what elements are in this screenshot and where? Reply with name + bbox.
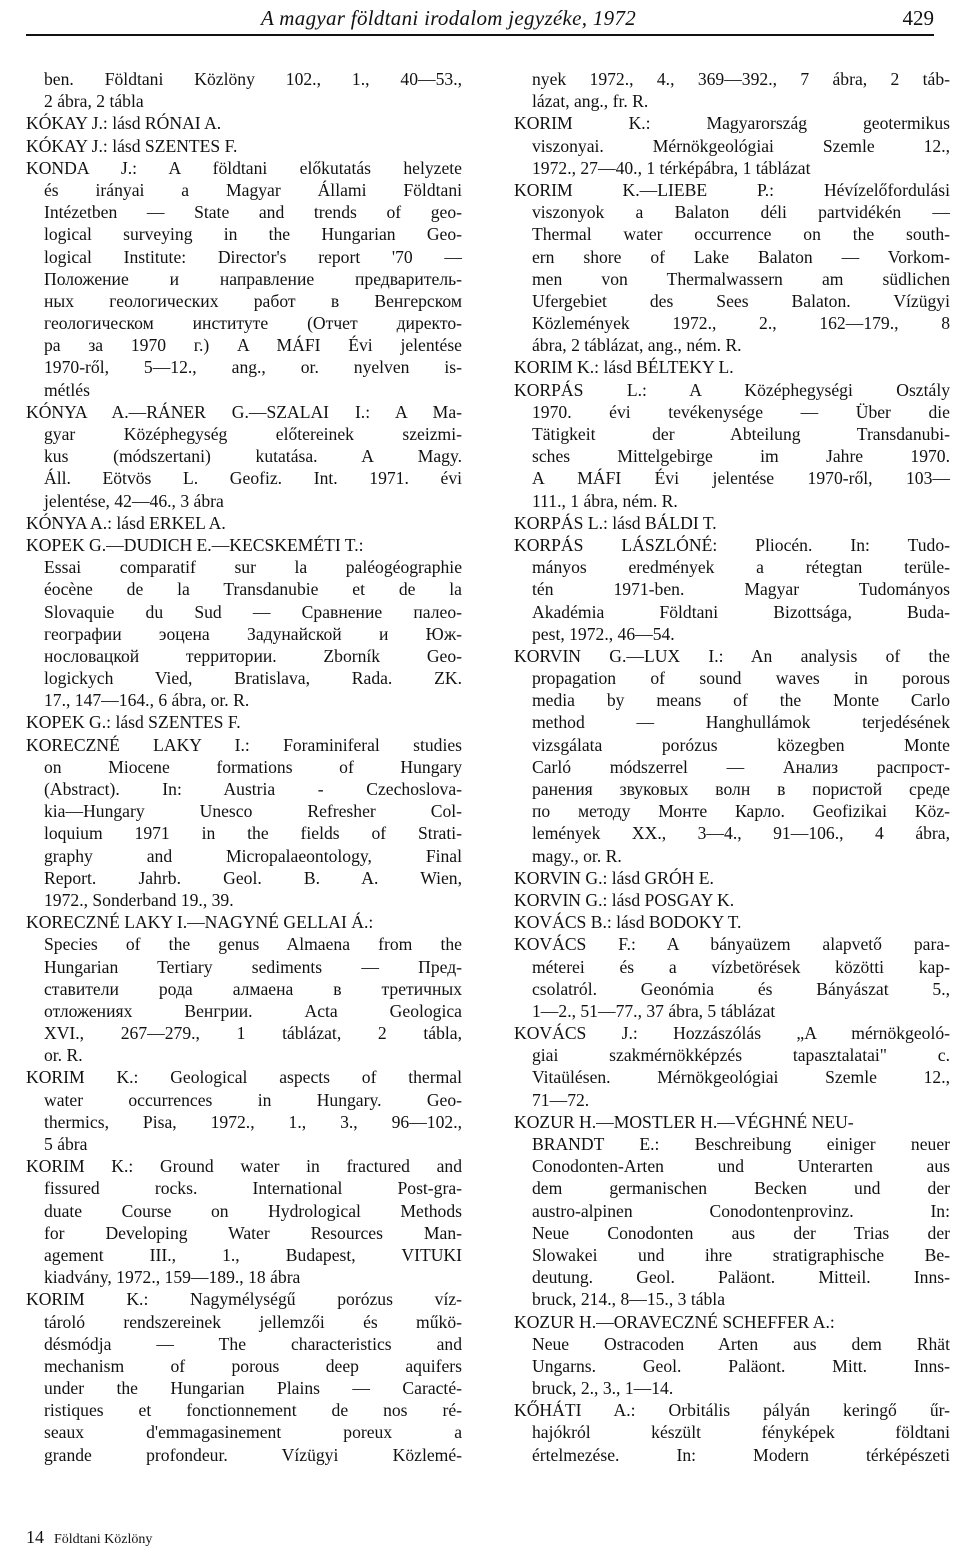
bibliography-line: Neue Conodonten aus der Trias der xyxy=(532,1222,950,1243)
bibliography-line: logical surveying in the Hungarian Geo- xyxy=(44,224,462,245)
bibliography-line: нословацкой территории. Zborník Geo- xyxy=(44,645,462,666)
bibliography-line: magy., or. R. xyxy=(532,845,622,866)
bibliography-line: graphy and Micropalaeontology, Final xyxy=(44,845,462,866)
bibliography-line: hajókról készült fényképek földtani xyxy=(532,1422,950,1443)
bibliography-line: KORIM K.: Geological aspects of thermal xyxy=(26,1067,462,1088)
bibliography-line: Report. Jahrb. Geol. B. A. Wien, xyxy=(44,867,462,888)
bibliography-line: agement III., 1., Budapest, VITUKI xyxy=(44,1244,462,1265)
bibliography-line: thermics, Pisa, 1972., 1., 3., 96—102., xyxy=(44,1111,462,1132)
bibliography-line: bruck, 214., 8—15., 3 tábla xyxy=(532,1289,726,1310)
bibliography-line: lemények XX., 3—4., 91—106., 4 ábra, xyxy=(532,823,950,844)
signature-text: Földtani Közlöny xyxy=(54,1532,153,1547)
bibliography-line: ранения звуковых волн в пористой среде xyxy=(532,779,950,799)
bibliography-line: (Abstract). In: Austria - Czechoslova- xyxy=(44,779,462,799)
right-column xyxy=(514,68,950,1466)
running-header xyxy=(26,4,934,36)
bibliography-line: KÓNYA A.—RÁNER G.—SZALAI I.: A Ma- xyxy=(26,401,462,422)
bibliography-line: KOZUR H.—ORAVECZNÉ SCHEFFER A.: xyxy=(514,1311,835,1332)
bibliography-line: KÓKAY J.: lásd RÓNAI A. xyxy=(26,113,222,134)
bibliography-line: Tätigkeit der Abteilung Transdanubi- xyxy=(532,424,950,444)
bibliography-line: métlés xyxy=(44,379,90,400)
bibliography-line: tároló rendszereinek jellemzői és műkö- xyxy=(44,1311,462,1332)
bibliography-line: KORPÁS L.: lásd BÁLDI T. xyxy=(514,512,717,533)
bibliography-line: KORECZNÉ LAKY I.—NAGYNÉ GELLAI Á.: xyxy=(26,912,374,933)
bibliography-line: méterei és a vízbetörések közötti kap- xyxy=(532,956,950,977)
bibliography-line: KOZUR H.—MOSTLER H.—VÉGHNÉ NEU- xyxy=(514,1111,854,1132)
bibliography-line: mechanism of porous deep aquifers xyxy=(44,1355,462,1376)
bibliography-line: dem germanischen Becken und der xyxy=(532,1178,950,1199)
bibliography-line: KORPÁS LÁSZLÓNÉ: Pliocén. In: Tudo- xyxy=(514,534,950,555)
bibliography-line: Thermal water occurrence on the south- xyxy=(532,224,950,245)
bibliography-line: gyar Középhegység előtereinek szeizmi- xyxy=(44,424,462,444)
bibliography-line: KORVIN G.—LUX I.: An analysis of the xyxy=(514,645,950,666)
bibliography-line: giai szakmérnökképzés tapasztalatai" c. xyxy=(532,1045,950,1066)
bibliography-line: loquium 1971 in the fields of Strati- xyxy=(44,823,462,844)
bibliography-line: XVI., 267—279., 1 táblázat, 2 tábla, xyxy=(44,1023,462,1044)
bibliography-line: kia—Hungary Unesco Refresher Col- xyxy=(44,801,462,822)
bibliography-line: KORIM K.: Ground water in fractured and xyxy=(26,1156,462,1177)
bibliography-line: ristiques et fonctionnement de nos ré- xyxy=(44,1400,462,1421)
bibliography-line: KORIM K.: Magyarország geotermikus xyxy=(514,113,950,134)
bibliography-line: 2 ábra, 2 tábla xyxy=(44,91,144,112)
bibliography-line: on Miocene formations of Hungary xyxy=(44,756,462,777)
bibliography-line: for Developing Water Resources Man- xyxy=(44,1222,462,1243)
bibliography-line: Slowakei und ihre stratigraphische Be- xyxy=(532,1244,950,1265)
bibliography-line: Hungarian Tertiary sediments — Пред- xyxy=(44,956,462,977)
bibliography-line: Carló módszerrel — Анализ распрост- xyxy=(532,756,950,777)
bibliography-line: KORPÁS L.: A Középhegységi Osztály xyxy=(514,379,950,400)
bibliography-line: 5 ábra xyxy=(44,1134,88,1154)
bibliography-line: KÓNYA A.: lásd ERKEL A. xyxy=(26,512,226,533)
bibliography-line: отложениях Венгрии. Acta Geologica xyxy=(44,1000,462,1021)
bibliography-line: 1970-ről, 5—12., ang., or. nyelven is- xyxy=(44,357,462,378)
bibliography-line: viszonyok a Balaton déli partvidékén — xyxy=(532,202,950,223)
bibliography-line: nyek 1972., 4., 369—392., 7 ábra, 2 táb- xyxy=(532,69,950,89)
bibliography-line: Ufergebiet des Sees Balaton. Vízügyi xyxy=(532,290,950,311)
bibliography-line: fissured rocks. International Post-gra- xyxy=(44,1178,462,1199)
bibliography-line: Közlemények 1972., 2., 162—179., 8 xyxy=(532,313,950,334)
bibliography-line: KORIM K.: Nagymélységű porózus víz- xyxy=(26,1289,462,1310)
bibliography-line: bruck, 2., 3., 1—14. xyxy=(532,1378,674,1399)
bibliography-line: KOVÁCS F.: A bányaüzem alapvető para- xyxy=(514,934,950,955)
bibliography-line: ра за 1970 г.) A MÁFI Évi jelentése xyxy=(44,335,462,356)
bibliography-line: mányos eredmények a rétegtan terüle- xyxy=(532,557,950,578)
bibliography-line: water occurrences in Hungary. Geo- xyxy=(44,1089,462,1110)
bibliography-line: Species of the genus Almaena from the xyxy=(44,934,462,955)
bibliography-line: seaux d'emmagasinement poreux a xyxy=(44,1422,462,1443)
bibliography-line: austro-alpinen Conodontenprovinz. In: xyxy=(532,1200,950,1221)
bibliography-line: deutung. Geol. Paläont. Mitteil. Inns- xyxy=(532,1267,950,1288)
bibliography-line: KORECZNÉ LAKY I.: Foraminiferal studies xyxy=(26,734,462,755)
bibliography-line: logickych Vied, Bratislava, Rada. ZK. xyxy=(44,668,462,689)
left-column xyxy=(26,68,462,1466)
bibliography-line: ных геологических работ в Венгерском xyxy=(44,290,462,311)
bibliography-line: ben. Földtani Közlöny 102., 1., 40—53., xyxy=(44,69,462,89)
signature-number: 14 xyxy=(26,1527,44,1547)
bibliography-line: KOVÁCS B.: lásd BODOKY T. xyxy=(514,912,742,933)
bibliography-line: men von Thermalwassern am südlichen xyxy=(532,268,950,289)
bibliography-line: tén 1971-ben. Magyar Tudományos xyxy=(532,579,950,600)
bibliography-line: по методу Монте Карло. Geofizikai Köz- xyxy=(532,801,950,822)
bibliography-line: 1—2., 51—77., 37 ábra, 5 táblázat xyxy=(532,1000,776,1021)
bibliography-line: 71—72. xyxy=(532,1089,590,1110)
bibliography-line: 17., 147—164., 6 ábra, or. R. xyxy=(44,690,250,711)
bibliography-line: értelmezése. In: Modern térképészeti xyxy=(532,1444,950,1465)
bibliography-line: Intézetben — State and trends of geo- xyxy=(44,202,462,223)
bibliography-line: Neue Ostracoden Arten aus dem Rhät xyxy=(532,1333,950,1354)
bibliography-line: Áll. Eötvös L. Geofiz. Int. 1971. évi xyxy=(44,468,462,489)
bibliography-line: method — Hanghullámok terjedésének xyxy=(532,712,950,733)
bibliography-line: KOPEK G.: lásd SZENTES F. xyxy=(26,712,241,733)
bibliography-line: Ungarns. Geol. Paläont. Mitt. Inns- xyxy=(532,1355,950,1376)
bibliography-line: or. R. xyxy=(44,1045,83,1066)
bibliography-line: vizsgálata porózus közegben Monte xyxy=(532,734,950,755)
bibliography-line: lázat, ang., fr. R. xyxy=(532,91,649,112)
bibliography-line: KOPEK G.—DUDICH E.—KECSKEMÉTI T.: xyxy=(26,534,364,555)
bibliography-line: A MÁFI Évi jelentése 1970-ről, 103— xyxy=(532,468,950,489)
page-number: 429 xyxy=(902,6,934,30)
bibliography-line: csolatról. Geonómia és Bányászat 5., xyxy=(532,978,950,999)
bibliography-line: ábra, 2 táblázat, ang., ném. R. xyxy=(532,335,742,356)
bibliography-line: propagation of sound waves in porous xyxy=(532,668,950,689)
running-title: A magyar földtani irodalom jegyzéke, 1972 xyxy=(261,6,637,30)
bibliography-line: éocène de la Transdanubie et de la xyxy=(44,579,462,600)
signature-footer xyxy=(26,1527,152,1548)
bibliography-line: duate Course on Hydrological Methods xyxy=(44,1200,462,1221)
bibliography-line: under the Hungarian Plains — Caracté- xyxy=(44,1378,462,1399)
bibliography-line: KORIM K.: lásd BÉLTEKY L. xyxy=(514,357,734,378)
bibliography-line: BRANDT E.: Beschreibung einiger neuer xyxy=(532,1134,950,1154)
bibliography-line: Slovaquie du Sud — Сравнение палео- xyxy=(44,601,462,622)
bibliography-line: logical Institute: Director's report '70 — xyxy=(44,246,462,267)
bibliography-line: 111., 1 ábra, ném. R. xyxy=(532,490,678,511)
bibliography-line: kus (módszertani) kutatása. A Magy. xyxy=(44,446,462,467)
bibliography-line: grande profondeur. Vízügyi Közlemé- xyxy=(44,1444,462,1465)
bibliography-line: Akadémia Földtani Bizottsága, Buda- xyxy=(532,601,950,622)
bibliography-line: ern shore of Lake Balaton — Vorkom- xyxy=(532,246,950,267)
bibliography-line: KORVIN G.: lásd GRÓH E. xyxy=(514,867,714,888)
bibliography-line: KŐHÁTI A.: Orbitális pályán keringő űr- xyxy=(514,1400,950,1421)
bibliography-line: ставители рода алмаена в третичных xyxy=(44,978,462,999)
bibliography-line: KORIM K.—LIEBE P.: Hévízelőfordulási xyxy=(514,179,950,200)
bibliography-line: jelentése, 42—46., 3 ábra xyxy=(44,490,224,511)
bibliography-line: 1972., Sonderband 19., 39. xyxy=(44,889,234,910)
bibliography-line: геологическом институте (Отчет директо- xyxy=(44,313,462,334)
bibliography-line: Vitaülésen. Mérnökgeológiai Szemle 12., xyxy=(532,1067,950,1088)
bibliography-line: 1972., 27—40., 1 térképábra, 1 táblázat xyxy=(532,157,811,178)
bibliography-line: KORVIN G.: lásd POSGAY K. xyxy=(514,889,735,910)
bibliography-line: viszonyai. Mérnökgeológiai Szemle 12., xyxy=(532,135,950,156)
bibliography-line: pest, 1972., 46—54. xyxy=(532,623,675,644)
bibliography-line: sches Mittelgebirge im Jahre 1970. xyxy=(532,446,950,467)
bibliography-line: kiadvány, 1972., 159—189., 18 ábra xyxy=(44,1267,301,1288)
bibliography-line: media by means of the Monte Carlo xyxy=(532,690,950,711)
bibliography-line: désmódja — The characteristics and xyxy=(44,1333,462,1354)
bibliography-line: Положение и направление предваритель- xyxy=(44,268,462,289)
bibliography-line: és irányai a Magyar Állami Földtani xyxy=(44,179,462,200)
bibliography-line: 1970. évi tevékenysége — Über die xyxy=(532,401,950,422)
bibliography-line: KONDA J.: A földtani előkutatás helyzete xyxy=(26,157,462,178)
bibliography-line: географии эоцена Задунайской и Юж- xyxy=(44,623,462,644)
bibliography-line: KÓKAY J.: lásd SZENTES F. xyxy=(26,135,238,156)
bibliography-line: Essai comparatif sur la paléogéographie xyxy=(44,557,462,578)
bibliography-line: KOVÁCS J.: Hozzászólás „A mérnökgeoló- xyxy=(514,1023,950,1044)
bibliography-line: Conodonten-Arten und Unterarten aus xyxy=(532,1156,950,1177)
